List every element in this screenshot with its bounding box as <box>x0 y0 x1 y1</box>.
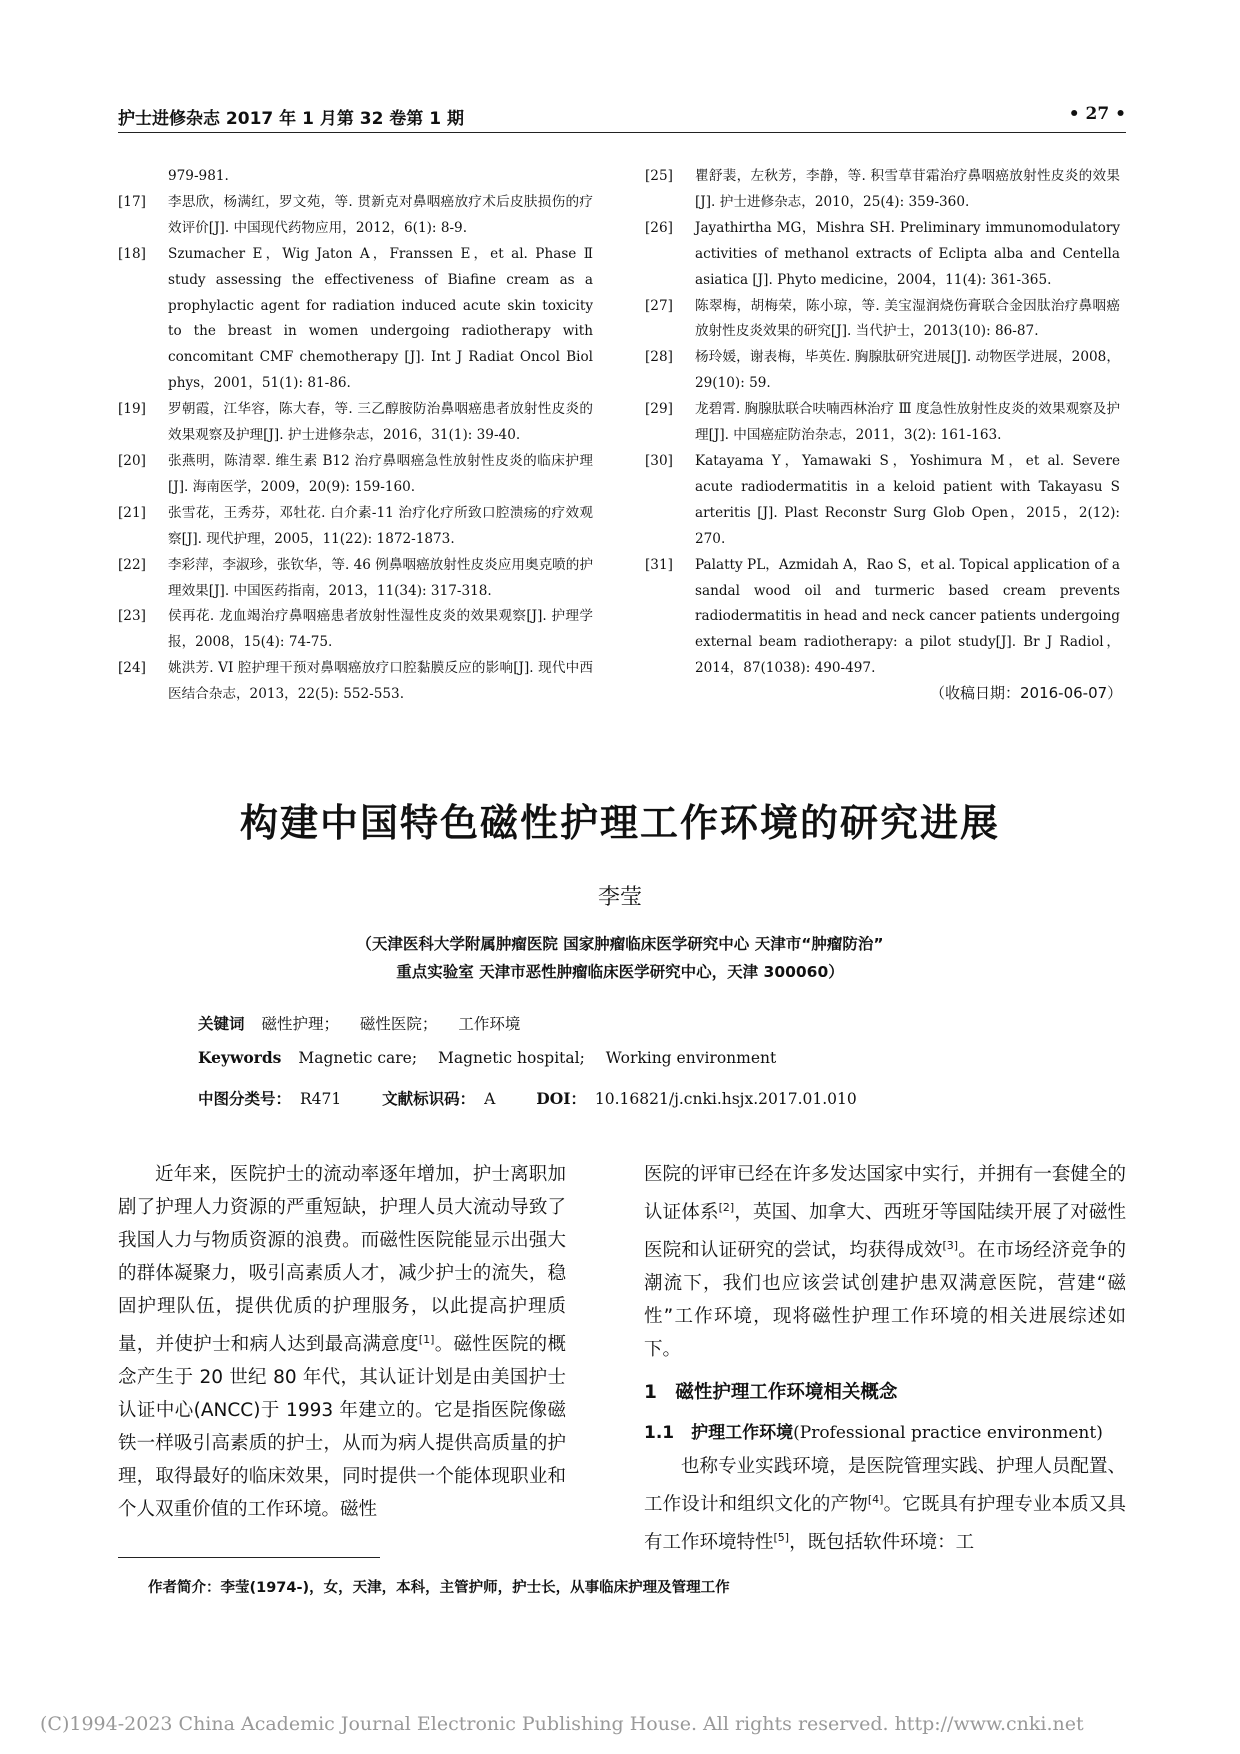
keywords-cn-label: 关键词 <box>198 1015 245 1033</box>
reference-entry <box>118 190 593 242</box>
citation: [5] <box>773 1531 790 1545</box>
reference-entry <box>118 656 593 708</box>
body-text: ，英国、加拿大、西班牙等国陆续开展了对磁性医院和认证研究的尝试，均获得成效 <box>644 1202 1126 1262</box>
reference-text: Katayama Y，Yamawaki S，Yoshimura M，et al. Severe acute radiodermatitis in a keloid patient with Takayasu S arteritis [J]. Plast Reconstr Surg Glob Open，2015，2(12): 270. <box>695 452 1120 547</box>
reference-text: Jayathirtha MG，Mishra SH. Preliminary immunomodulatory activities of methanol extracts of Eclipta alba and Centella asiatica [J]. Phyto medicine，2004，11(4): 361-365. <box>695 219 1120 288</box>
body-paragraph <box>644 1158 1126 1366</box>
page-number: • 27 • <box>1068 104 1126 124</box>
keyword-item: Magnetic hospital; <box>438 1049 585 1067</box>
reference-number: [20] <box>118 452 146 469</box>
reference-entry <box>118 397 593 449</box>
reference-number: [22] <box>118 556 146 573</box>
classification-line <box>198 1087 857 1109</box>
body-left-column <box>118 1158 566 1526</box>
reference-number: [17] <box>118 193 146 210</box>
keyword-item: 磁性护理； <box>261 1015 339 1033</box>
reference-number: [21] <box>118 504 146 521</box>
section-heading: 1 磁性护理工作环境相关概念 <box>644 1382 898 1404</box>
subsection-title: 1.1 护理工作环境 <box>644 1423 794 1444</box>
page-header <box>118 104 1126 132</box>
body-text: 医院的评审已经在许多发达国家中实行，并拥有一套健全的认证体系 <box>644 1164 1126 1224</box>
reference-number: [26] <box>645 219 673 236</box>
reference-entry <box>645 449 1120 553</box>
reference-text: Szumacher E，Wig Jaton A，Franssen E，et al. Phase Ⅱ study assessing the effectiveness of Biafine cream as a prophylactic agent for radiation induced acute skin toxicity to the breast in women undergoing radiotherapy with concomitant CMF chemotherapy [J]. Int J Radiat Oncol Biol phys，2001，51(1): 81-86. <box>168 245 593 392</box>
reference-number: [31] <box>645 556 673 573</box>
received-date: （收稿日期：2016-06-07） <box>930 684 1123 702</box>
body-text: ，既包括软件环境：工 <box>789 1532 975 1554</box>
reference-text: 龙碧霄. 胸腺肽联合呋喃西林治疗 Ⅲ 度急性放射性皮炎的效果观察及护理[J]. 中国癌症防治杂志，2011，3(2): 161-163. <box>695 401 1120 444</box>
reference-number: [30] <box>645 452 673 469</box>
doi-value: 10.16821/j.cnki.hsjx.2017.01.010 <box>594 1090 857 1108</box>
reference-text: 979-981. <box>168 168 229 184</box>
reference-text: 张燕明，陈清翠. 维生素 B12 治疗鼻咽癌急性放射性皮炎的临床护理[J]. 海南医学，2009，20(9): 159-160. <box>168 452 593 495</box>
body-text: 。在市场经济竞争的潮流下，我们也应该尝试创建护患双满意医院，营建“磁性”工作环境，现将磁性护理工作环境的相关进展综述如下。 <box>644 1240 1126 1361</box>
body-text: 。它既具有护理专业本质又具有工作环境特性 <box>644 1494 1126 1554</box>
reference-entry <box>118 553 593 605</box>
journal-issue-line: 护士进修杂志 2017 年 1 月第 32 卷第 1 期 <box>118 109 464 129</box>
header-rule <box>118 132 1126 133</box>
body-right-column <box>644 1158 1126 1560</box>
reference-number: [24] <box>118 660 146 677</box>
reference-entry <box>118 501 593 553</box>
reference-number: [18] <box>118 245 146 262</box>
reference-number: [19] <box>118 401 146 418</box>
reference-number <box>118 164 168 190</box>
reference-text: Palatty PL，Azmidah A，Rao S，et al. Topical application of a sandal wood oil and turmeric based cream prevents radiodermatitis in head and neck cancer patients undergoing external beam radiotherapy: a pilot study[J]. Br J Radiol，2014，87(1038): 490-497. <box>695 556 1120 677</box>
keywords-en-label: Keywords <box>198 1048 282 1067</box>
copyright-watermark: (C)1994-2023 China Academic Journal Electronic Publishing House. All rights reserved. http://www.cnki.net <box>40 1713 1084 1735</box>
reference-text: 侯再花. 龙血竭治疗鼻咽癌患者放射性湿性皮炎的效果观察[J]. 护理学报，2008，15(4): 74-75. <box>168 608 593 651</box>
references-left-column <box>118 164 593 708</box>
reference-entry <box>118 242 593 397</box>
keyword-item: 工作环境 <box>458 1015 521 1033</box>
keywords-english <box>198 1048 792 1067</box>
reference-entry <box>645 294 1120 346</box>
article-title: 构建中国特色磁性护理工作环境的研究进展 <box>239 801 1000 845</box>
body-text: 近年来，医院护士的流动率逐年增加，护士离职加剧了护理人力资源的严重短缺，护理人员大流动导致了我国人力与物质资源的浪费。而磁性医院能显示出强大的群体凝聚力，吸引高素质人才，减少护士的流失，稳固护理队伍，提供优质的护理服务，以此提高护理质量，并使护士和病人达到最高满意度 <box>118 1164 566 1356</box>
body-paragraph <box>644 1450 1126 1559</box>
reference-entry <box>645 553 1120 683</box>
reference-text: 李思欣，杨满红，罗文苑，等. 贯新克对鼻咽癌放疗术后皮肤损伤的疗效评价[J]. 中国现代药物应用，2012，6(1): 8-9. <box>168 193 593 236</box>
keywords-chinese <box>198 1012 536 1034</box>
references-right-column <box>645 164 1120 682</box>
reference-entry <box>118 164 593 190</box>
article-author: 李莹 <box>597 885 642 910</box>
reference-number: [28] <box>645 349 673 366</box>
reference-text: 杨玲媛，谢表梅，毕英佐. 胸腺肽研究进展[J]. 动物医学进展，2008，29(10): 59. <box>695 349 1120 392</box>
reference-text: 罗朝霞，江华容，陈大春，等. 三乙醇胺防治鼻咽癌患者放射性皮炎的效果观察及护理[J]. 护士进修杂志，2016，31(1): 39-40. <box>168 401 593 444</box>
reference-text: 姚洪芳. VI 腔护理干预对鼻咽癌放疗口腔黏膜反应的影响[J]. 现代中西医结合杂志，2013，22(5): 552-553. <box>168 660 593 703</box>
reference-entry <box>645 164 1120 216</box>
reference-text: 李彩萍，李淑珍，张钦华，等. 46 例鼻咽癌放射性皮炎应用奥克喷的护理效果[J]. 中国医药指南，2013，11(34): 317-318. <box>168 556 593 599</box>
reference-text: 陈翠梅，胡梅荣，陈小琼，等. 美宝湿润烧伤膏联合金因肽治疗鼻咽癌放射性皮炎效果的研究[J]. 当代护士，2013(10): 86-87. <box>695 297 1120 340</box>
keyword-item: Magnetic care; <box>298 1049 418 1067</box>
keyword-item: 磁性医院； <box>359 1015 438 1033</box>
author-affiliation: （天津医科大学附属肿瘤医院 国家肿瘤临床医学研究中心 天津市“肿瘤防治” 重点实验室 天津市恶性肿瘤临床医学研究中心，天津 300060） <box>356 935 884 981</box>
footnote-rule <box>118 1557 380 1558</box>
body-text: 。磁性医院的概念产生于 20 世纪 80 年代，其认证计划是由美国护士认证中心(ANCC)于 1993 年建立的。它是指医院像磁铁一样吸引高素质的护士，从而为病人提供高质量的护理，取得最好的临床效果，同时提供一个能体现职业和个人双重价值的工作环境。磁性 <box>118 1334 566 1521</box>
reference-entry <box>645 216 1120 294</box>
doi-label: DOI： <box>536 1089 586 1108</box>
reference-entry <box>645 397 1120 449</box>
body-text: 也称专业实践环境，是医院管理实践、护理人员配置、工作设计和组织文化的产物 <box>644 1456 1126 1516</box>
body-paragraph <box>118 1158 566 1526</box>
reference-entry <box>118 449 593 501</box>
doc-code-label: 文献标识码： <box>382 1090 476 1108</box>
reference-number: [29] <box>645 401 673 418</box>
reference-entry <box>645 345 1120 397</box>
reference-text: 张雪花，王秀芬，邓牡花. 白介素-11 治疗化疗所致口腔溃疡的疗效观察[J]. 现代护理，2005，11(22): 1872-1873. <box>168 504 593 547</box>
citation: [4] <box>867 1493 884 1507</box>
subsection-title-en: (Professional practice environment) <box>793 1423 1103 1444</box>
reference-number: [23] <box>118 608 146 625</box>
clc-value: R471 <box>299 1090 342 1108</box>
clc-label: 中图分类号： <box>198 1090 292 1108</box>
reference-entry <box>118 604 593 656</box>
reference-number: [27] <box>645 297 673 314</box>
reference-text: 瞿舒裴，左秋芳，李静，等. 积雪草苷霜治疗鼻咽癌放射性皮炎的效果[J]. 护士进修杂志，2010，25(4): 359-360. <box>695 168 1120 210</box>
citation: [2] <box>718 1201 735 1214</box>
keyword-item: Working environment <box>605 1049 777 1067</box>
author-footnote: 作者简介：李莹(1974-)，女，天津，本科，主管护师，护士长，从事临床护理及管理工作 <box>148 1580 730 1596</box>
doc-code-value: A <box>484 1090 496 1108</box>
reference-number: [25] <box>645 168 673 184</box>
citation: [3] <box>942 1239 959 1253</box>
subsection-heading <box>644 1417 1126 1450</box>
citation: [1] <box>418 1333 435 1346</box>
